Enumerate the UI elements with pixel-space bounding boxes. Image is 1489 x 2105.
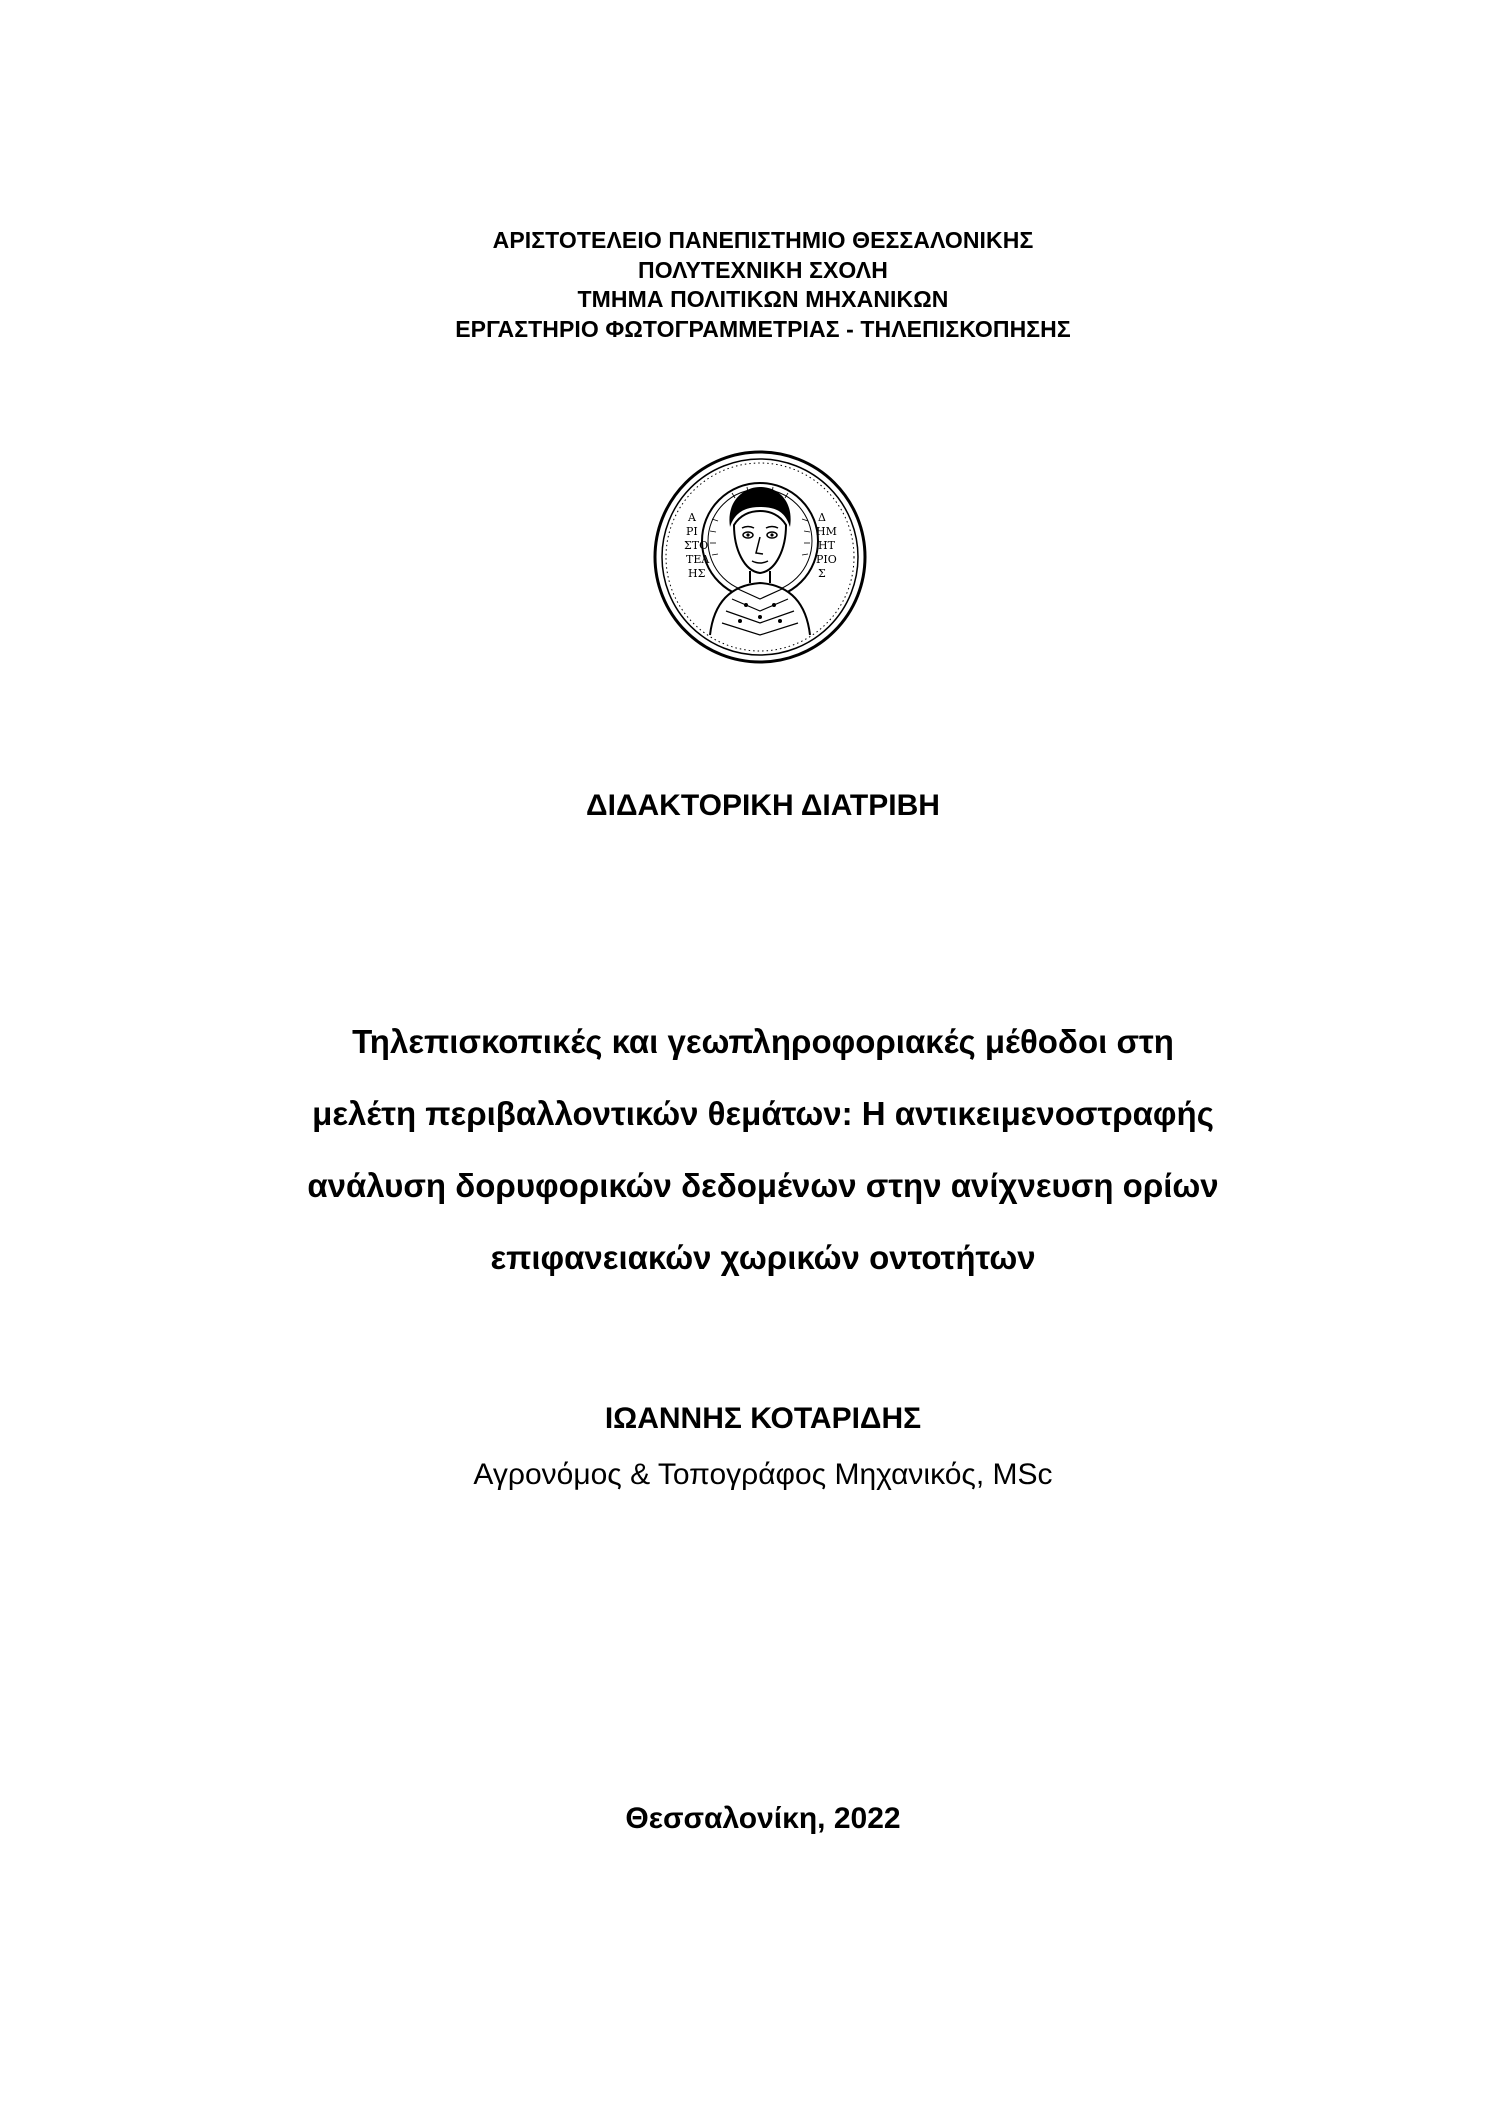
title-line: ανάλυση δορυφορικών δεδομένων στην ανίχνευση ορίων — [307, 1167, 1219, 1204]
university-name: ΑΡΙΣΤΟΤΕΛΕΙΟ ΠΑΝΕΠΙΣΤΗΜΙΟ ΘΕΣΣΑΛΟΝΙΚΗΣ — [492, 227, 1034, 253]
laboratory-name: ΕΡΓΑΣΤΗΡΙΟ ΦΩΤΟΓΡΑΜΜΕΤΡΙΑΣ - ΤΗΛΕΠΙΣΚΟΠΗΣΗΣ — [455, 315, 1071, 342]
svg-text:Σ: Σ — [818, 567, 826, 580]
document-type: ΔΙΔΑΚΤΟΡΙΚΗ ΔΙΑΤΡΙΒΗ — [586, 789, 940, 822]
title-line: μελέτη περιβαλλοντικών θεμάτων: Η αντικειμενοστραφής — [312, 1095, 1214, 1132]
university-seal-icon — [652, 449, 868, 665]
institution-header — [0, 226, 1489, 344]
author-degree: Αγρονόμος & Τοπογράφος Μηχανικός, MSc — [473, 1458, 1053, 1491]
place-and-year: Θεσσαλονίκη, 2022 — [625, 1802, 901, 1835]
svg-text:ΣΤΟ: ΣΤΟ — [684, 539, 709, 552]
author-name: ΙΩΑΝΝΗΣ ΚΟΤΑΡΙΔΗΣ — [604, 1402, 922, 1435]
title-line: Τηλεπισκοπικές και γεωπληροφοριακές μέθοδοι στη — [352, 1023, 1174, 1060]
svg-text:ΤΕΛ: ΤΕΛ — [686, 553, 710, 566]
svg-text:ΗΣ: ΗΣ — [688, 567, 706, 580]
svg-text:Α: Α — [688, 511, 696, 524]
svg-text:ΗΜ: ΗΜ — [816, 525, 837, 538]
svg-text:ΡΙΟ: ΡΙΟ — [816, 553, 837, 566]
school-name: ΠΟΛΥΤΕΧΝΙΚΗ ΣΧΟΛΗ — [638, 256, 888, 283]
svg-text:ΗΤ: ΗΤ — [818, 539, 835, 552]
thesis-title — [0, 1006, 1489, 1294]
svg-text:ΡΙ: ΡΙ — [686, 525, 698, 538]
department-name: ΤΜΗΜΑ ΠΟΛΙΤΙΚΩΝ ΜΗΧΑΝΙΚΩΝ — [577, 286, 949, 312]
title-line: επιφανειακών χωρικών οντοτήτων — [490, 1239, 1036, 1276]
svg-text:Δ: Δ — [818, 511, 826, 524]
